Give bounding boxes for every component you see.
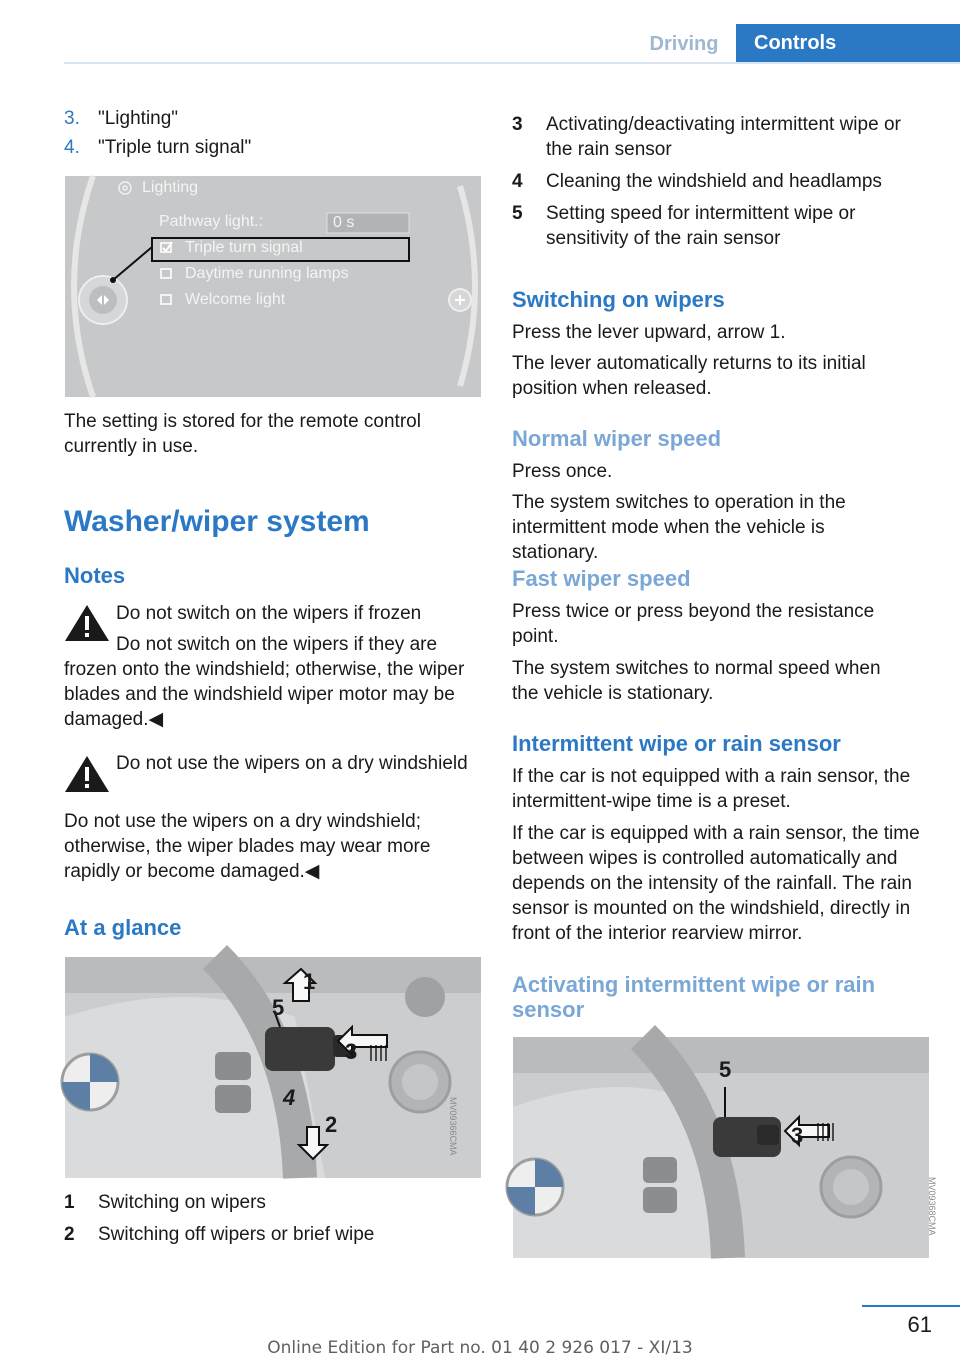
legend-text: Switching off wipers or brief wipe xyxy=(98,1224,375,1245)
figure-label: 4 xyxy=(283,1085,296,1110)
warning-title: Do not use the wipers on a dry windshield xyxy=(116,753,468,774)
legend-item xyxy=(512,112,932,162)
normal-speed-heading: Normal wiper speed xyxy=(512,426,722,451)
legend-number: 2 xyxy=(64,1224,75,1245)
wiper-lever-graphic xyxy=(65,957,481,1178)
intermittent-text: If the car is not equipped with a rain sensor, the intermittent-wipe time is a preset. xyxy=(512,766,911,812)
legend-item xyxy=(64,1190,266,1215)
warning-body: Do not use the wipers on a dry windshield; otherwise, the wiper blades may wear more rapidly or become damaged.◀ xyxy=(64,811,431,882)
legend-item xyxy=(64,1222,374,1247)
idrive-title: Lighting xyxy=(142,179,199,196)
figure-label: 2 xyxy=(325,1112,338,1137)
legend-number: 1 xyxy=(64,1192,75,1213)
step-text: "Triple turn signal" xyxy=(98,137,252,158)
edition-note: Online Edition for Part no. 01 40 2 926 017 - XI/13 xyxy=(267,1338,693,1358)
warning-triangle-icon xyxy=(64,603,110,643)
warning-title: Do not switch on the wipers if frozen xyxy=(116,603,422,624)
page-number: 61 xyxy=(907,1312,932,1337)
normal-speed-text: Press once. xyxy=(512,461,613,482)
fast-speed-text: Press twice or press beyond the resistance point. xyxy=(512,601,875,647)
figure-label: 3 xyxy=(791,1123,804,1148)
header-rule xyxy=(64,62,960,64)
fast-speed-heading: Fast wiper speed xyxy=(512,566,691,591)
warning-triangle-icon xyxy=(64,754,110,794)
rain-sensor-lever-figure xyxy=(513,1037,937,1258)
legend-text: Cleaning the windshield and headlamps xyxy=(546,171,882,192)
legend-item xyxy=(512,169,932,194)
normal-speed-text: The system switches to operation in the intermittent mode when the vehicle is stationary. xyxy=(512,492,846,563)
legend-item xyxy=(512,201,932,251)
step-number: 3. xyxy=(64,108,80,129)
step-number: 4. xyxy=(64,137,80,158)
legend-number: 3 xyxy=(512,114,523,135)
legend-number: 4 xyxy=(512,171,523,192)
warning-body: frozen onto the windshield; otherwise, the wiper blades and the windshield wiper motor may be damaged.◀ xyxy=(64,659,465,730)
fast-speed-text: The system switches to normal speed when the vehicle is stationary. xyxy=(512,658,881,704)
idrive-option-triple-turn-signal: Triple turn signal xyxy=(185,239,303,256)
intermittent-heading: Intermittent wipe or rain sensor xyxy=(512,731,841,756)
wiper-lever-figure xyxy=(65,957,481,1178)
figure-label: 5 xyxy=(272,995,285,1020)
legend-text: Switching on wipers xyxy=(98,1192,266,1213)
figure-code: MV09368CMA xyxy=(927,1177,937,1236)
switching-on-text: Press the lever upward, arrow 1. xyxy=(512,322,786,343)
at-a-glance-heading: At a glance xyxy=(64,915,182,940)
idrive-pathway-value: 0 s xyxy=(333,214,355,231)
switching-on-heading: Switching on wipers xyxy=(512,287,725,312)
idrive-lighting-screenshot xyxy=(65,176,481,397)
step-text: "Lighting" xyxy=(98,108,179,129)
activating-heading: Activating intermittent wipe or rain sensor xyxy=(512,972,876,1022)
idrive-option-daytime-running-lamps: Daytime running lamps xyxy=(185,265,349,282)
idrive-option-welcome-light: Welcome light xyxy=(185,291,286,308)
legend-text: Activating/deactivating intermittent wipe or the rain sensor xyxy=(546,114,901,160)
section-title: Washer/wiper system xyxy=(64,505,370,538)
figure-code: MV09366CMA xyxy=(448,1097,458,1156)
notes-heading: Notes xyxy=(64,563,126,588)
warning-body-first: Do not switch on the wipers if they are xyxy=(116,634,438,655)
stored-note: The setting is stored for the remote control currently in use. xyxy=(64,411,421,457)
figure-label: 5 xyxy=(719,1057,732,1082)
switching-on-text: The lever automatically returns to its initial position when released. xyxy=(512,353,866,399)
figure-label: 3 xyxy=(345,1039,358,1064)
idrive-screen-graphic xyxy=(65,176,481,397)
idrive-pathway-label: Pathway light.: xyxy=(159,213,264,230)
legend-text: Setting speed for intermittent wipe or sensitivity of the rain sensor xyxy=(546,203,856,249)
footer-rule xyxy=(862,1305,960,1307)
breadcrumb-chapter: Controls xyxy=(736,24,960,62)
breadcrumb-section: Driving xyxy=(649,33,719,55)
intermittent-text: If the car is equipped with a rain sensor, the time between wipes is controlled automatically and depends on the intensity of the rainfall. The rain sensor is mounted on the windshield, directly in front of the interior rearview mirror. xyxy=(512,823,920,944)
step-item xyxy=(64,135,251,160)
legend-number: 5 xyxy=(512,203,523,224)
figure-label: 1 xyxy=(303,969,316,994)
step-item xyxy=(64,106,178,131)
